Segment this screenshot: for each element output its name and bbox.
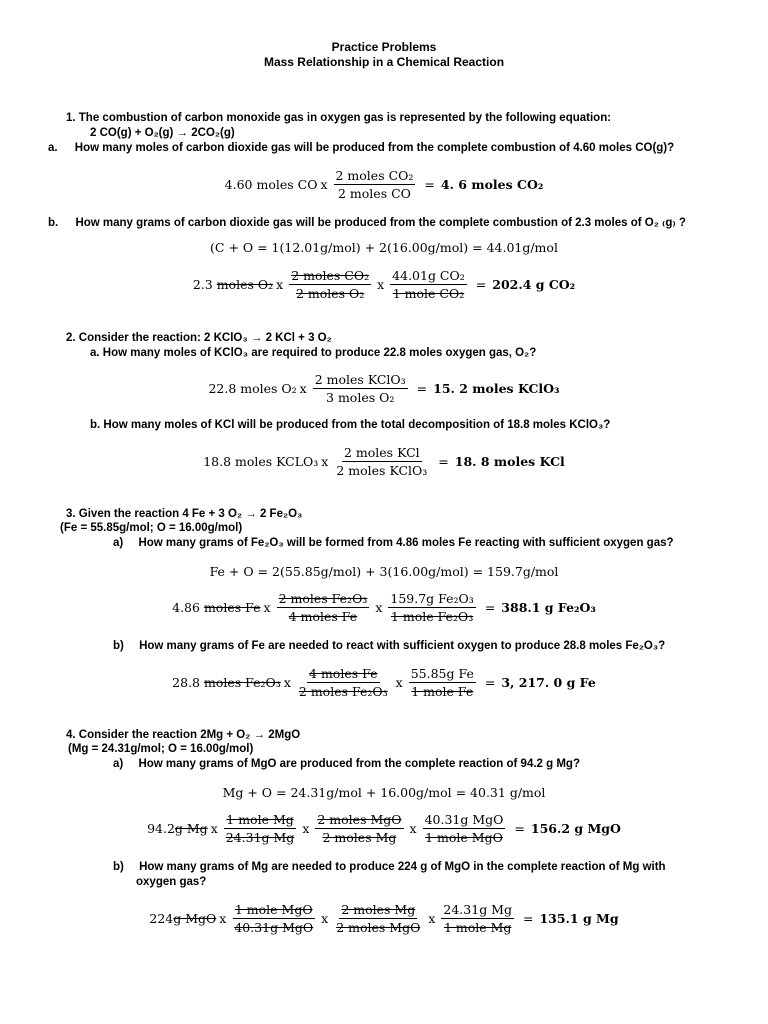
conversion-factor xyxy=(334,168,416,201)
equals-sign: = xyxy=(424,177,435,192)
problem-3a-molar-mass: Fe + O = 2(55.85g/mol) + 3(16.00g/mol) = 159.7g/mol xyxy=(209,564,559,579)
problem-1a-solution xyxy=(0,168,768,201)
problem-4a-molar-mass: Mg + O = 24.31g/mol + 16.00g/mol = 40.31 g/mol xyxy=(222,785,546,800)
factor-numerator: 4 moles Fe xyxy=(309,666,378,681)
problem-4b-question xyxy=(113,861,666,873)
problem-2a-question: a. How many moles of KClO₃ are required to produce 22.8 moles oxygen gas, O₂? xyxy=(90,347,537,359)
given-quantity: 22.8 moles O₂ xyxy=(208,381,297,396)
given-value: 4.86 xyxy=(172,600,200,615)
factor-numerator: 2 moles KClO₃ xyxy=(314,372,406,387)
times-sign: x xyxy=(210,821,218,836)
problem-3-intro: 3. Given the reaction 4 Fe + 3 O₂ → 2 Fe₂O₃ xyxy=(66,508,303,520)
problem-1a-text: How many moles of carbon dioxide gas will be produced from the complete combustion of 4.60 moles CO(g)? xyxy=(74,142,675,154)
conversion-factor-1 xyxy=(277,591,370,624)
problem-1b-label: b. xyxy=(48,217,59,229)
equals-sign: = xyxy=(416,381,428,396)
given-value: 94.2 xyxy=(147,821,175,836)
conversion-factor-2 xyxy=(334,902,422,935)
factor-denominator: 4 moles Fe xyxy=(288,609,358,624)
times-sign: x xyxy=(321,911,329,926)
problem-3a-solution xyxy=(0,591,768,624)
times-sign: x xyxy=(263,600,271,615)
conversion-factor-3 xyxy=(441,902,514,935)
problem-2b-question: b. How many moles of KCl will be produced from the total decomposition of 18.8 moles KClO₃? xyxy=(90,419,611,431)
times-sign: x xyxy=(395,675,403,690)
factor-numerator: 2 moles MgO xyxy=(317,812,402,827)
conversion-factor-1 xyxy=(297,666,390,699)
factor-denominator: 40.31g MgO xyxy=(234,920,314,935)
given-quantity: 18.8 moles KCLO₃ xyxy=(203,454,319,469)
factor-numerator: 44.01g CO₂ xyxy=(392,268,465,283)
problem-3a-label: a) xyxy=(113,537,124,549)
problem-2-intro: 2. Consider the reaction: 2 KClO₃ → 2 KCl + 3 O₂ xyxy=(66,332,332,344)
given-value: 224 xyxy=(149,911,174,926)
times-sign: x xyxy=(321,454,329,469)
problem-4b-text-line1: How many grams of Mg are needed to produce 224 g of MgO in the complete reaction of Mg with xyxy=(139,861,666,873)
factor-denominator: 2 moles MgO xyxy=(336,920,421,935)
times-sign: x xyxy=(283,675,291,690)
given-unit: moles Fe xyxy=(203,600,261,615)
problem-4-intro: 4. Consider the reaction 2Mg + O₂ → 2MgO xyxy=(66,729,301,741)
conversion-factor-1 xyxy=(232,902,315,935)
factor-numerator: 2 moles CO₂ xyxy=(291,268,370,283)
factor-denominator: 1 mole Mg xyxy=(443,920,512,935)
problem-3b-text: How many grams of Fe are needed to react with sufficient oxygen to produce 28.8 moles Fe₂O₃? xyxy=(139,640,666,652)
problem-3a-question xyxy=(113,537,674,549)
conversion-factor-2 xyxy=(390,268,467,301)
factor-denominator: 2 moles CO xyxy=(338,186,411,201)
conversion-factor-2 xyxy=(388,591,475,624)
factor-denominator: 24.31g Mg xyxy=(225,830,295,845)
answer: 3, 217. 0 g Fe xyxy=(501,675,596,690)
factor-denominator: 2 moles Mg xyxy=(322,830,397,845)
given-unit: moles Fe₂O₃ xyxy=(204,675,281,690)
equals-sign: = xyxy=(514,821,525,836)
factor-denominator: 2 moles Fe₂O₃ xyxy=(298,684,388,699)
times-sign: x xyxy=(302,821,310,836)
answer: 4. 6 moles CO₂ xyxy=(440,177,544,192)
problem-4b-text-line2: oxygen gas? xyxy=(136,876,207,888)
conversion-factor xyxy=(313,372,408,405)
page-subtitle: Mass Relationship in a Chemical Reaction xyxy=(263,55,505,69)
problem-1a-question xyxy=(48,142,674,154)
conversion-factor-1 xyxy=(289,268,371,301)
given-unit: g MgO xyxy=(173,911,217,926)
conversion-factor-2 xyxy=(409,666,476,699)
page-title: Practice Problems xyxy=(331,40,437,54)
answer: 15. 2 moles KClO₃ xyxy=(433,381,560,396)
conversion-factor-3 xyxy=(423,812,506,845)
answer: 18. 8 moles KCl xyxy=(454,454,565,469)
factor-denominator: 1 mole MgO xyxy=(425,830,503,845)
factor-numerator: 159.7g Fe₂O₃ xyxy=(390,591,474,606)
problem-3a-text: How many grams of Fe₂O₃ will be formed from 4.86 moles Fe reacting with sufficient oxygen gas? xyxy=(138,537,674,549)
factor-denominator: 2 moles KClO₃ xyxy=(336,463,428,478)
factor-numerator: 2 moles Mg xyxy=(341,902,416,917)
problem-4b-solution xyxy=(0,902,768,935)
conversion-factor-1 xyxy=(224,812,297,845)
times-sign: x xyxy=(219,911,227,926)
problem-3b-solution xyxy=(0,666,768,699)
problem-2a-solution xyxy=(0,372,768,405)
given-value: 2.3 xyxy=(192,277,213,292)
problem-4a-solution xyxy=(0,812,768,845)
factor-numerator: 2 moles KCl xyxy=(343,445,420,460)
answer: 135.1 g Mg xyxy=(539,911,619,926)
problem-1b-solution xyxy=(0,268,768,301)
factor-numerator: 55.85g Fe xyxy=(410,666,474,681)
factor-numerator: 1 mole Mg xyxy=(226,812,294,827)
problem-2b-solution xyxy=(0,445,768,478)
problem-4a-text: How many grams of MgO are produced from the complete reaction of 94.2 g Mg? xyxy=(138,758,580,770)
times-sign: x xyxy=(428,911,436,926)
equals-sign: = xyxy=(484,675,496,690)
problem-1-equation: 2 CO(g) + O₂(g) → 2CO₂(g) xyxy=(90,127,235,139)
times-sign: x xyxy=(375,600,383,615)
times-sign: x xyxy=(377,277,385,292)
problem-4b-label: b) xyxy=(113,861,124,873)
equals-sign: = xyxy=(475,277,487,292)
problem-4a-question xyxy=(113,758,580,770)
factor-denominator: 2 moles O₂ xyxy=(295,286,365,301)
factor-numerator: 2 moles CO₂ xyxy=(335,168,414,183)
conversion-factor-2 xyxy=(315,812,403,845)
problem-3b-label: b) xyxy=(113,640,124,652)
answer: 202.4 g CO₂ xyxy=(492,277,576,292)
factor-denominator: 1 mole Fe₂O₃ xyxy=(390,609,474,624)
problem-1b-molar-mass: (C + O = 1(12.01g/mol) + 2(16.00g/mol) = 44.01g/mol xyxy=(210,240,558,255)
problem-3b-question xyxy=(113,640,665,652)
problem-4a-label: a) xyxy=(113,758,124,770)
given-unit: g Mg xyxy=(174,821,208,836)
factor-numerator: 1 mole MgO xyxy=(234,902,313,917)
equals-sign: = xyxy=(438,454,449,469)
times-sign: x xyxy=(409,821,417,836)
given-value: 28.8 xyxy=(172,675,201,690)
times-sign: x xyxy=(276,277,284,292)
problem-1-intro: 1. The combustion of carbon monoxide gas in oxygen gas is represented by the following equation: xyxy=(66,112,612,124)
problem-1b-question xyxy=(48,215,686,229)
factor-numerator: 40.31g MgO xyxy=(424,812,504,827)
problem-3-data: (Fe = 55.85g/mol; O = 16.00g/mol) xyxy=(60,522,243,534)
conversion-factor xyxy=(334,445,429,478)
factor-numerator: 24.31g Mg xyxy=(443,902,512,917)
times-sign: x xyxy=(299,381,307,396)
given-unit: moles O₂ xyxy=(216,277,274,292)
problem-4-data: (Mg = 24.31g/mol; O = 16.00g/mol) xyxy=(68,743,254,755)
problem-1a-label: a. xyxy=(48,142,58,154)
factor-denominator: 3 moles O₂ xyxy=(326,390,395,405)
factor-denominator: 1 mole CO₂ xyxy=(392,286,465,301)
factor-denominator: 1 mole Fe xyxy=(411,684,474,699)
equals-sign: = xyxy=(484,600,496,615)
problem-1b-text: How many grams of carbon dioxide gas will be produced from the complete combustion of 2.3 moles of O₂ ₍g₎ ? xyxy=(75,217,686,229)
factor-numerator: 2 moles Fe₂O₃ xyxy=(278,591,368,606)
answer: 388.1 g Fe₂O₃ xyxy=(501,600,596,615)
times-sign: x xyxy=(320,177,328,192)
given-quantity: 4.60 moles CO xyxy=(224,177,318,192)
answer: 156.2 g MgO xyxy=(530,821,621,836)
equals-sign: = xyxy=(522,911,534,926)
